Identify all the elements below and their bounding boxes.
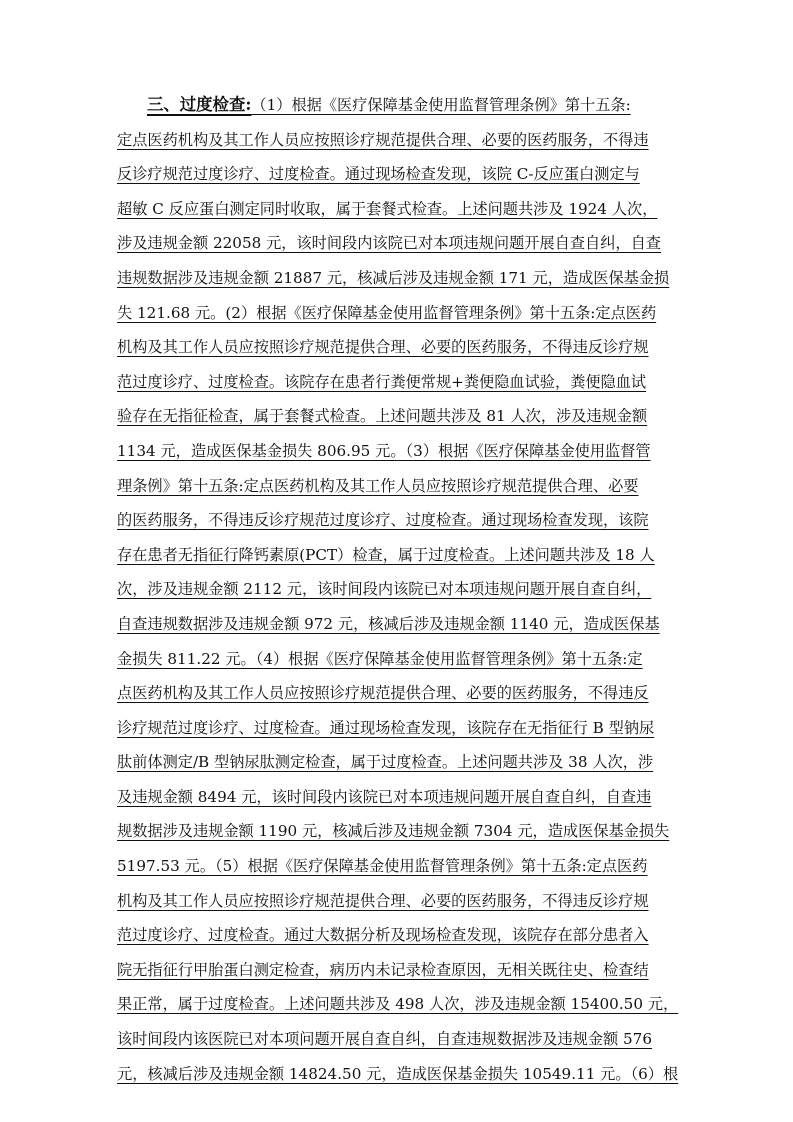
text-line: 1134 元，造成医保基金损失 806.95 元。（3）根据《医疗保障基金使用监督管 xyxy=(117,441,651,460)
text-line-row xyxy=(117,745,679,780)
text-line: 存在患者无指征行降钙素原(PCT）检查，属于过度检查。上述问题共涉及 18 人 xyxy=(117,545,655,564)
text-line: 果正常，属于过度检查。上述问题共涉及 498 人次，涉及违规金额 15400.50 元， xyxy=(117,995,679,1014)
text-line: 肽前体测定/B 型钠尿肽测定检查，属于过度检查。上述问题共涉及 38 人次，涉 xyxy=(117,753,654,772)
text-line: 范过度诊疗、过度检查。通过大数据分析及现场检查发现，该院存在部分患者入 xyxy=(117,926,649,945)
text-line-row xyxy=(117,434,679,469)
text-line-row xyxy=(117,918,679,953)
paragraph-first-line xyxy=(117,88,679,123)
text-line-row xyxy=(117,503,679,538)
text-line: 金损失 811.22 元。（4）根据《医疗保障基金使用监督管理条例》第十五条:定 xyxy=(117,649,643,668)
text-line-row xyxy=(117,261,679,296)
text-line-row xyxy=(117,399,679,434)
text-line: 5197.53 元。（5）根据《医疗保障基金使用监督管理条例》第十五条:定点医药 xyxy=(117,857,648,876)
text-line-row xyxy=(117,365,679,400)
text-line: 院无指征行甲胎蛋白测定检查，病历内未记录检查原因，无相关既往史、检查结 xyxy=(117,960,649,979)
text-line: 的医药服务，不得违反诊疗规范过度诊疗、过度检查。通过现场检查发现，该院 xyxy=(117,511,649,530)
text-line-row xyxy=(117,572,679,607)
text-line: 元，核减后涉及违规金额 14824.50 元，造成医保基金损失 10549.11 元。（6）根 xyxy=(117,1064,679,1083)
text-line-row xyxy=(117,987,679,1022)
text-line: 机构及其工作人员应按照诊疗规范提供合理、必要的医药服务，不得违反诊疗规 xyxy=(117,338,649,357)
text-line-row xyxy=(117,538,679,573)
text-line-row xyxy=(117,642,679,677)
text-line-row xyxy=(117,607,679,642)
text-line: 自查违规数据涉及违规金额 972 元，核减后涉及违规金额 1140 元，造成医保基 xyxy=(117,614,660,633)
text-line: 及违规金额 8494 元，该时间段内该院已对本项违规问题开展自查自纠，自查违 xyxy=(117,787,652,806)
text-line: （1）根据《医疗保障基金使用监督管理条例》第十五条: xyxy=(251,96,631,114)
text-line-row xyxy=(117,953,679,988)
text-line: 定点医药机构及其工作人员应按照诊疗规范提供合理、必要的医药服务，不得违 xyxy=(117,130,649,149)
text-line: 失 121.68 元。(2）根据《医疗保障基金使用监督管理条例》第十五条:定点医药 xyxy=(117,303,657,322)
text-line: 诊疗规范过度诊疗、过度检查。通过现场检查发现，该院存在无指征行 B 型钠尿 xyxy=(117,718,655,737)
text-line: 理条例》第十五条:定点医药机构及其工作人员应按照诊疗规范提供合理、必要 xyxy=(117,476,639,495)
text-line: 涉及违规金额 22058 元，该时间段内该院已对本项违规问题开展自查自纠，自查 xyxy=(117,234,661,253)
text-line: 范过度诊疗、过度检查。该院存在患者行粪便常规+粪便隐血试验，粪便隐血试 xyxy=(117,372,647,391)
text-line-row xyxy=(117,884,679,919)
text-line-row xyxy=(117,814,679,849)
text-line-row xyxy=(117,157,679,192)
text-line: 超敏 C 反应蛋白测定同时收取，属于套餐式检查。上述问题共涉及 1924 人次， xyxy=(117,199,658,218)
text-line: 反诊疗规范过度诊疗、过度检查。通过现场检查发现，该院 C-反应蛋白测定与 xyxy=(117,165,640,184)
text-line-row xyxy=(117,1057,679,1092)
text-line-row xyxy=(117,226,679,261)
text-line-row xyxy=(117,1022,679,1057)
text-line: 该时间段内该医院已对本项问题开展自查自纠，自查违规数据涉及违规金额 576 xyxy=(117,1030,653,1049)
body-text xyxy=(117,88,679,1091)
text-line-row xyxy=(117,676,679,711)
text-line: 机构及其工作人员应按照诊疗规范提供合理、必要的医药服务，不得违反诊疗规 xyxy=(117,891,649,910)
text-line: 违规数据涉及违规金额 21887 元，核减后涉及违规金额 171 元，造成医保基金损 xyxy=(117,268,670,287)
text-line-row xyxy=(117,711,679,746)
text-line-row xyxy=(117,849,679,884)
text-line-row xyxy=(117,780,679,815)
text-line: 点医药机构及其工作人员应按照诊疗规范提供合理、必要的医药服务，不得违反 xyxy=(117,684,649,703)
text-line: 规数据涉及违规金额 1190 元，核减后涉及违规金额 7304 元，造成医保基金损失 xyxy=(117,822,670,841)
text-line-row xyxy=(117,296,679,331)
text-line: 验存在无指征检查，属于套餐式检查。上述问题共涉及 81 人次，涉及违规金额 xyxy=(117,407,648,426)
text-line-row xyxy=(117,469,679,504)
section-heading: 三、过度检查: xyxy=(147,95,252,114)
text-line-row xyxy=(117,123,679,158)
text-line-row xyxy=(117,330,679,365)
text-line: 次，涉及违规金额 2112 元，该时间段内该院已对本项违规问题开展自查自纠， xyxy=(117,580,652,599)
text-line-row xyxy=(117,192,679,227)
